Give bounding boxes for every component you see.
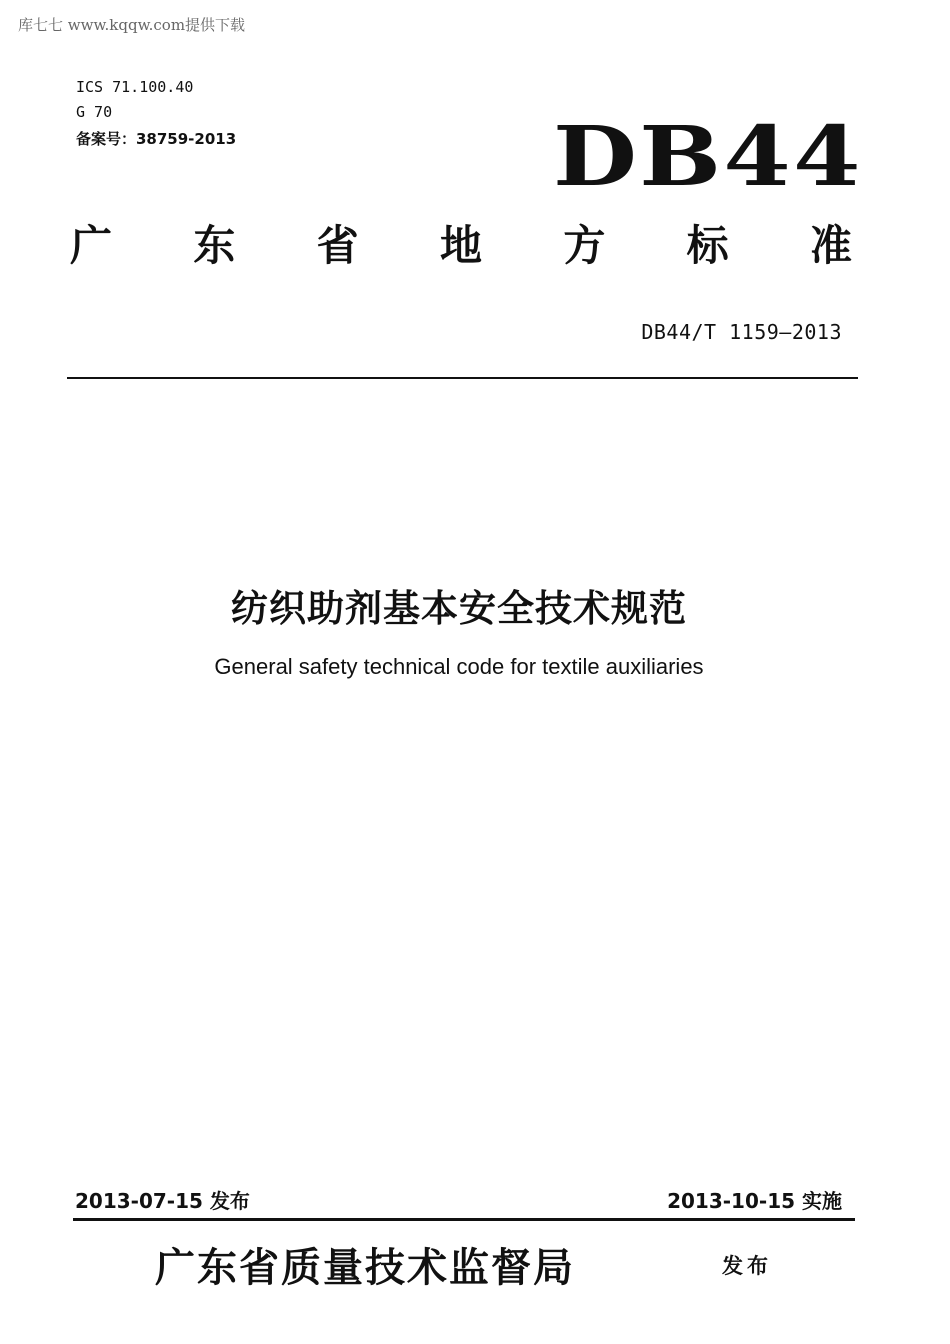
document-title-english: General safety technical code for textile auxiliaries	[214, 654, 704, 679]
standard-category-heading	[70, 221, 852, 270]
top-divider	[67, 377, 858, 379]
heading-char: 标	[686, 221, 729, 270]
db44-logo: DB44	[553, 109, 863, 205]
standard-code: DB44/T 1159—2013	[641, 320, 842, 344]
implement-date: 2013-10-15 实施	[667, 1189, 842, 1213]
heading-char: 省	[316, 221, 359, 270]
bottom-divider	[73, 1218, 855, 1221]
document-title-chinese: 纺织助剂基本安全技术规范	[231, 587, 687, 630]
heading-char: 准	[809, 221, 852, 270]
watermark-text: 库七七 www.kqqw.com提供下载	[18, 16, 246, 34]
publish-date: 2013-07-15 发布	[75, 1189, 250, 1213]
issue-label: 发布	[722, 1254, 772, 1278]
issuing-authority: 广东省质量技术监督局	[155, 1244, 575, 1291]
ccs-number: G 70	[76, 103, 113, 121]
record-number: 备案号：38759-2013	[76, 130, 237, 148]
heading-char: 方	[563, 221, 606, 270]
ics-number: ICS 71.100.40	[76, 78, 194, 96]
heading-char: 广	[70, 221, 113, 270]
heading-char: 地	[439, 221, 482, 270]
heading-char: 东	[193, 221, 236, 270]
